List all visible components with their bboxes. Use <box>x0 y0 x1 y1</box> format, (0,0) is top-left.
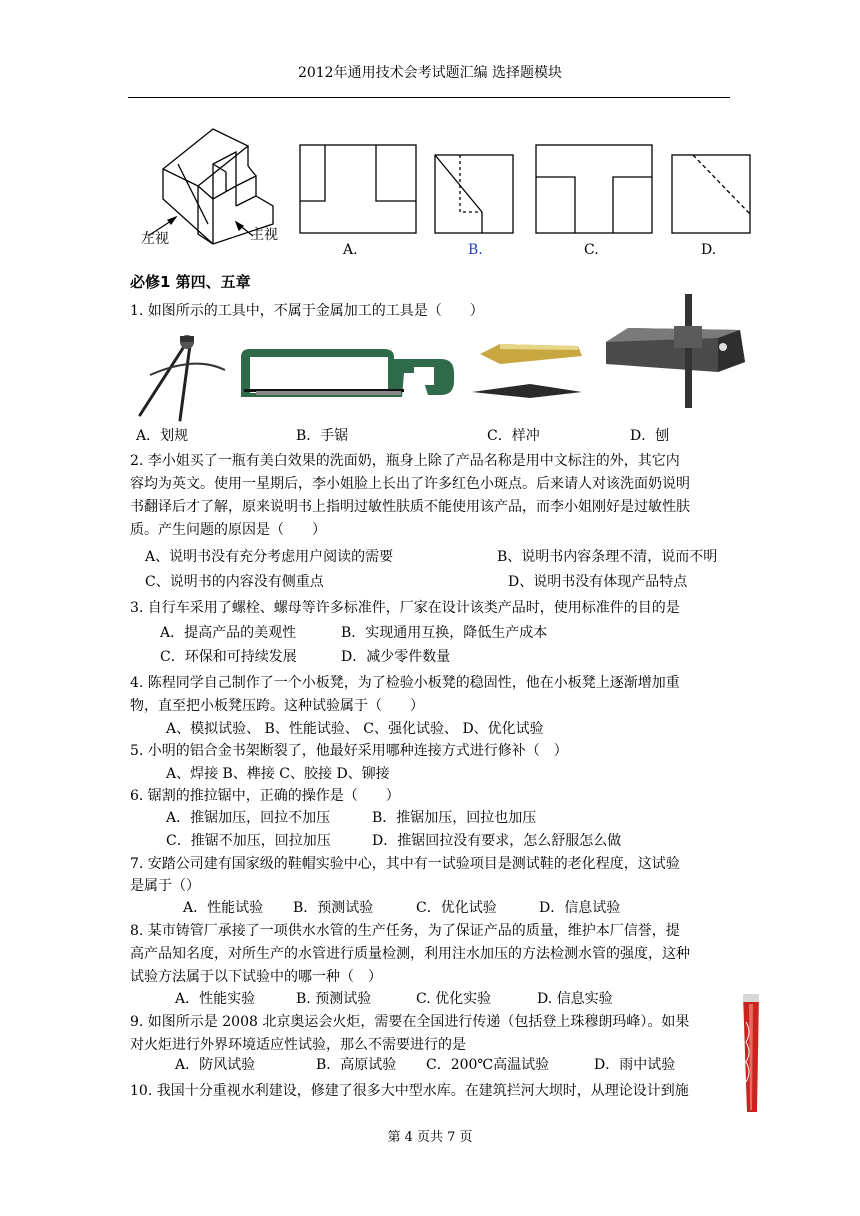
q6-option-d: D．推锯回拉没有要求，怎么舒服怎么做 <box>372 833 622 849</box>
q7-line-1: 7. 安踏公司建有国家级的鞋帽实验中心，其中有一试验项目是测试鞋的老化程度，这试验 <box>130 856 680 872</box>
q1-option-a: A．划规 <box>136 428 189 444</box>
q3-option-a: A．提高产品的美观性 <box>160 625 297 641</box>
q9-option-a: A．防风试验 <box>175 1057 256 1073</box>
q1-option-c: C．样冲 <box>487 428 540 444</box>
q7-option-c: C．优化试验 <box>416 900 497 916</box>
q2-line-3: 书翻译后才了解，原来说明书上指明过敏性肤质不能使用该产品，而李小姐刚好是过敏性肤 <box>130 499 690 515</box>
q9-line-1: 9. 如图所示是 2008 北京奥运会火炬，需要在全国进行传递（包括登上珠穆朗玛峰）。如果 <box>130 1014 690 1030</box>
front-view-label: 主视 <box>250 227 278 243</box>
q3-option-d: D．减少零件数量 <box>341 649 451 665</box>
q1-option-b: B．手锯 <box>296 428 349 444</box>
view-option-b-label: B. <box>468 242 483 258</box>
header-rule <box>128 97 730 98</box>
q8-option-d: D. 信息实验 <box>537 991 613 1007</box>
q7-option-b: B．预测试验 <box>293 900 374 916</box>
q7-option-a: A．性能试验 <box>183 900 264 916</box>
view-option-b <box>434 154 516 236</box>
q2-line-4: 质。产生问题的原因是（ ） <box>130 522 326 538</box>
q5-options: A、焊接 B、榫接 C、胶接 D、铆接 <box>166 766 390 782</box>
q5-stem: 5. 小明的铝合金书架断裂了，他最好采用哪种连接方式进行修补（ ） <box>130 743 568 759</box>
q6-option-c: C．推锯不加压，回拉加压 <box>166 833 331 849</box>
q8-option-a: A．性能实验 <box>175 991 256 1007</box>
scriber-compass-image <box>130 330 240 425</box>
q8-line-3: 试验方法属于以下试验中的哪一种（ ） <box>130 969 382 985</box>
view-option-d <box>671 154 753 236</box>
center-punch-image <box>470 336 590 406</box>
left-view-label: 左视 <box>141 231 169 247</box>
q10-line-1: 10. 我国十分重视水利建设，修建了很多大中型水库。在建筑拦河大坝时，从理论设计到施 <box>130 1083 689 1099</box>
q2-option-c: C、说明书的内容没有侧重点 <box>145 574 324 590</box>
q1-option-d: D．刨 <box>630 428 670 444</box>
q6-option-b: B．推锯加压，回拉也加压 <box>372 810 537 826</box>
q8-option-c: C. 优化实验 <box>416 991 492 1007</box>
q3-option-c: C．环保和可持续发展 <box>160 649 297 665</box>
q6-stem: 6. 锯割的推拉锯中，正确的操作是（ ） <box>130 788 400 804</box>
q9-option-b: B．高原试验 <box>316 1057 397 1073</box>
q8-line-1: 8. 某市铸管厂承接了一项供水水管的生产任务，为了保证产品的质量，维护本厂信誉，提 <box>130 923 680 939</box>
q3-stem: 3. 自行车采用了螺栓、螺母等许多标准件，厂家在设计该类产品时，使用标准件的目的是 <box>130 600 680 616</box>
q4-line-1: 4. 陈程同学自己制作了一个小板凳，为了检验小板凳的稳固性，他在小板凳上逐渐增加重 <box>130 675 680 691</box>
q2-line-2: 容均为英文。使用一星期后，李小姐脸上长出了许多红色小斑点。后来请人对该洗面奶说明 <box>130 476 690 492</box>
q1-stem: 1. 如图所示的工具中，不属于金属加工的工具是（ ） <box>130 303 484 319</box>
q4-line-2: 物，直至把小板凳压跨。这种试验属于（ ） <box>130 698 424 714</box>
q2-line-1: 2. 李小姐买了一瓶有美白效果的洗面奶，瓶身上除了产品名称是用中文标注的外，其它内 <box>130 453 680 469</box>
hacksaw-image <box>236 345 461 405</box>
olympic-torch-image <box>738 992 764 1116</box>
q9-option-c: C．200℃高温试验 <box>426 1057 550 1073</box>
q8-option-b: B. 预测试验 <box>296 991 372 1007</box>
view-option-c-label: C. <box>584 242 599 258</box>
q7-line-2: 是属于（） <box>130 878 200 894</box>
q8-line-2: 高产品知名度，对所生产的水管进行质量检测，利用注水加压的方法检测水管的强度，这种 <box>130 946 690 962</box>
section-title: 必修1 第四、五章 <box>130 273 251 291</box>
view-option-a-label: A. <box>343 242 358 258</box>
view-option-d-label: D. <box>701 242 717 258</box>
q2-option-b: B、说明书内容条理不清，说而不明 <box>497 549 718 565</box>
q4-options: A、模拟试验、 B、性能试验、 C、强化试验、 D、优化试验 <box>166 721 544 737</box>
hand-plane-image <box>600 292 750 410</box>
q7-option-d: D．信息试验 <box>539 900 621 916</box>
page-footer: 第 4 页共 7 页 <box>387 1130 473 1145</box>
view-option-c <box>535 144 655 236</box>
q6-option-a: A．推锯加压，回拉不加压 <box>166 810 331 826</box>
q9-option-d: D．雨中试验 <box>594 1057 676 1073</box>
q2-option-d: D、说明书没有体现产品特点 <box>508 574 688 590</box>
page-header: 2012年通用技术会考试题汇编 选择题模块 <box>297 65 563 81</box>
q9-line-2: 对火炬进行外界环境适应性试验，那么不需要进行的是 <box>130 1037 466 1053</box>
q2-option-a: A、说明书没有充分考虑用户阅读的需要 <box>145 549 394 565</box>
view-option-a <box>299 144 419 236</box>
q3-option-b: B．实现通用互换，降低生产成本 <box>341 625 548 641</box>
